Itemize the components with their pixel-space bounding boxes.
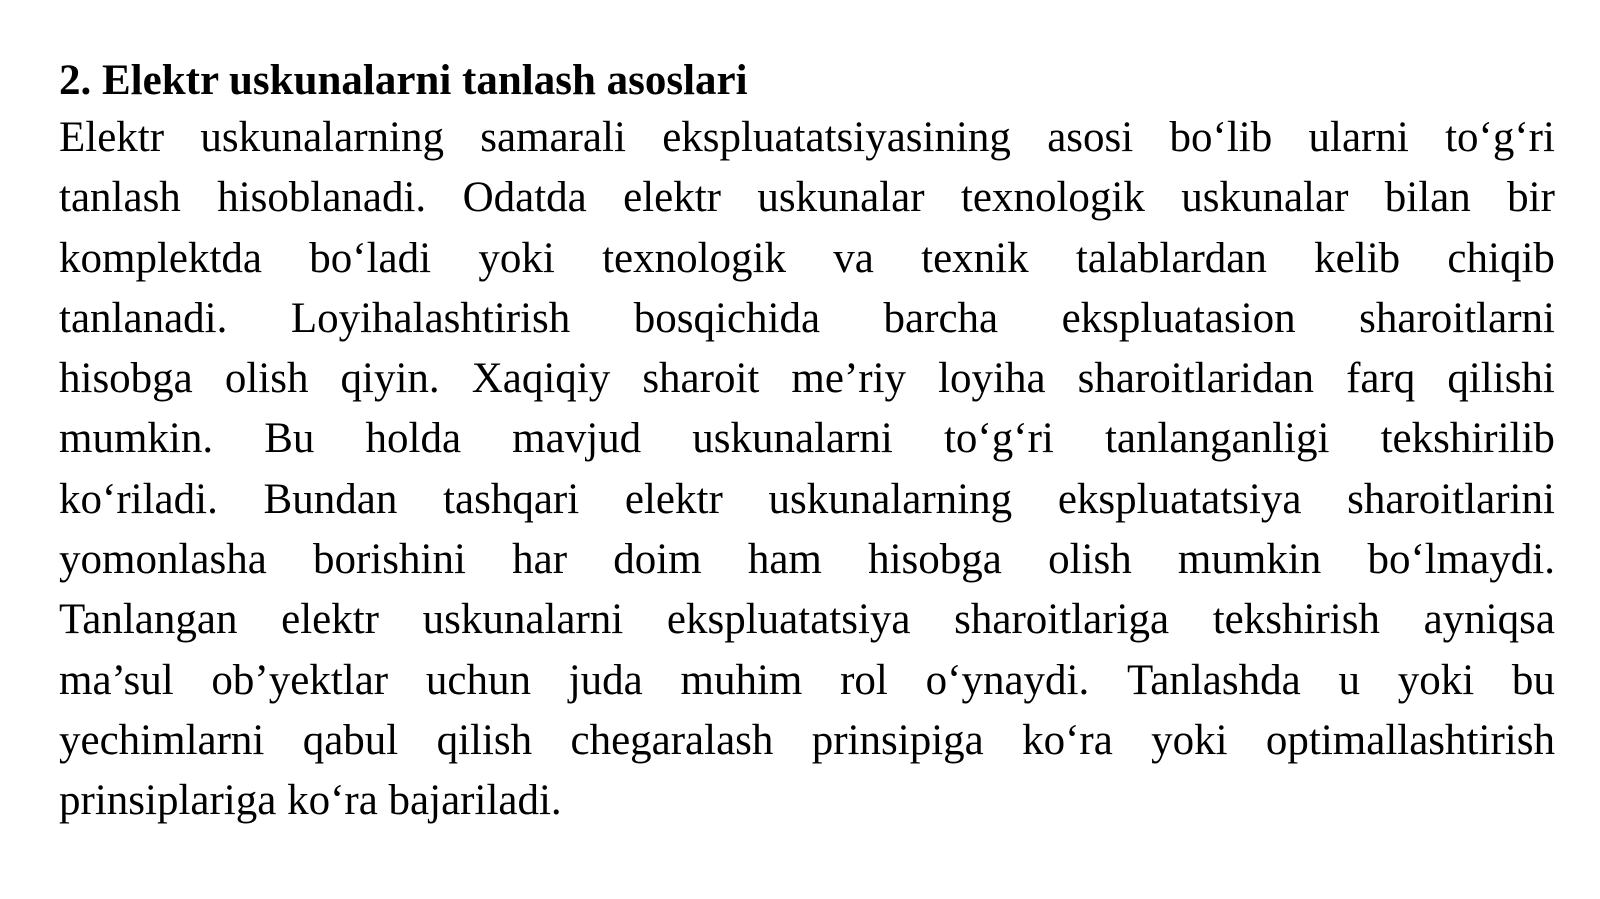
paragraph-line xyxy=(59,289,1555,349)
word: ham xyxy=(747,536,822,584)
word: ko‘ra xyxy=(1022,716,1113,764)
word: uskunalarning xyxy=(768,475,1013,523)
word: elektr xyxy=(624,475,723,523)
word: hisobga xyxy=(59,355,193,403)
word: sharoit xyxy=(642,355,760,403)
word: qabul xyxy=(302,716,399,764)
paragraph-line xyxy=(59,590,1555,650)
word: yechimlarni xyxy=(59,716,265,764)
body-paragraph xyxy=(59,108,1555,832)
word: olish xyxy=(1048,536,1132,584)
word: barcha xyxy=(883,294,999,342)
word: borishini xyxy=(313,536,466,584)
word: samarali xyxy=(480,114,626,161)
paragraph-line xyxy=(59,229,1555,289)
word: tanlanadi. xyxy=(59,294,228,342)
word: Bundan xyxy=(263,475,398,523)
document-page xyxy=(59,54,1555,832)
paragraph-line: prinsiplariga ko‘ra bajariladi. xyxy=(59,777,562,825)
paragraph-line xyxy=(59,470,1555,530)
paragraph-line xyxy=(59,168,1555,228)
paragraph-line xyxy=(59,349,1555,409)
word: mumkin. xyxy=(59,415,214,463)
word: texnologik xyxy=(602,234,787,282)
word: chegaralash xyxy=(570,716,774,764)
word: komplektda xyxy=(59,234,263,282)
word: asosi xyxy=(1047,114,1134,161)
word: Odatda xyxy=(462,174,587,222)
word: tekshirilib xyxy=(1380,415,1555,463)
word: ularni xyxy=(1308,114,1409,161)
word: hisoblanadi. xyxy=(217,174,427,222)
word: ekspluatatsiya xyxy=(1057,475,1302,523)
word: qilishi xyxy=(1447,355,1555,403)
word: optimallashtirish xyxy=(1265,716,1555,764)
word: mumkin xyxy=(1177,536,1322,584)
section-heading: 2. Elektr uskunalarni tanlash asoslari xyxy=(59,57,748,104)
word: bosqichida xyxy=(633,294,821,342)
word: Tanlashda xyxy=(1127,656,1301,704)
word: ma’sul xyxy=(59,656,174,704)
word: yoki xyxy=(1397,656,1475,704)
paragraph-line xyxy=(59,108,1555,168)
word: bu xyxy=(1511,656,1555,704)
word: tanlanganligi xyxy=(1104,415,1330,463)
word: Xaqiqiy xyxy=(471,355,611,403)
word: yoki xyxy=(1151,716,1228,764)
word: texnologik xyxy=(960,174,1145,222)
word: tanlash xyxy=(59,174,181,222)
word: va xyxy=(833,234,874,282)
paragraph-line xyxy=(59,530,1555,590)
paragraph-line xyxy=(59,711,1555,771)
word: texnik xyxy=(921,234,1029,282)
word: prinsipiga xyxy=(811,716,984,764)
word: sharoitlarni xyxy=(1359,294,1555,342)
word: kelib xyxy=(1314,234,1401,282)
word: Elektr xyxy=(59,114,165,161)
word: juda xyxy=(568,656,643,704)
word: sharoitlarini xyxy=(1347,475,1555,523)
word: ekspluatasion xyxy=(1061,294,1296,342)
word: qiyin. xyxy=(340,355,440,403)
word: bo‘lmaydi. xyxy=(1367,536,1555,584)
word: muhim xyxy=(680,656,803,704)
word: elektr xyxy=(623,174,721,222)
word: ko‘riladi. xyxy=(59,475,218,523)
word: doim xyxy=(613,536,702,584)
word: hisobga xyxy=(868,536,1002,584)
word: Bu xyxy=(264,415,315,463)
paragraph-line xyxy=(59,651,1555,711)
word: uskunalar xyxy=(1181,174,1349,222)
word: sharoitlariga xyxy=(954,596,1170,644)
word: yoki xyxy=(478,234,555,282)
word: bo‘ladi xyxy=(309,234,432,282)
word: ayniqsa xyxy=(1423,596,1555,644)
word: holda xyxy=(365,415,462,463)
word: har xyxy=(512,536,568,584)
word: ob’yektlar xyxy=(211,656,389,704)
word: uskunalar xyxy=(757,174,925,222)
word: Tanlangan xyxy=(59,596,238,644)
word: mavjud xyxy=(512,415,642,463)
word: elektr xyxy=(281,596,379,644)
word: olish xyxy=(224,355,309,403)
word: bilan xyxy=(1384,174,1471,222)
word: bo‘lib xyxy=(1169,114,1273,161)
word: loyiha xyxy=(938,355,1046,403)
word: bir xyxy=(1507,174,1555,222)
word: tashqari xyxy=(443,475,580,523)
paragraph-line xyxy=(59,409,1555,469)
word: uskunalarni xyxy=(692,415,893,463)
word: to‘g‘ri xyxy=(1445,114,1555,161)
word: qilish xyxy=(436,716,533,764)
word: chiqib xyxy=(1447,234,1555,282)
word: uskunalarning xyxy=(200,114,444,161)
word: sharoitlaridan xyxy=(1077,355,1315,403)
word: to‘g‘ri xyxy=(943,415,1054,463)
word: rol xyxy=(840,656,888,704)
word: tekshirish xyxy=(1212,596,1380,644)
word: me’riy xyxy=(791,355,907,403)
word: farq xyxy=(1346,355,1416,403)
word: Loyihalashtirish xyxy=(290,294,571,342)
word: talablardan xyxy=(1075,234,1267,282)
word: o‘ynaydi. xyxy=(925,656,1090,704)
word: yomonlasha xyxy=(59,536,267,584)
word: ekspluatatsiyasining xyxy=(662,114,1011,161)
word: uskunalarni xyxy=(422,596,624,644)
word: ekspluatatsiya xyxy=(666,596,911,644)
word: u xyxy=(1338,656,1360,704)
word: uchun xyxy=(425,656,531,704)
